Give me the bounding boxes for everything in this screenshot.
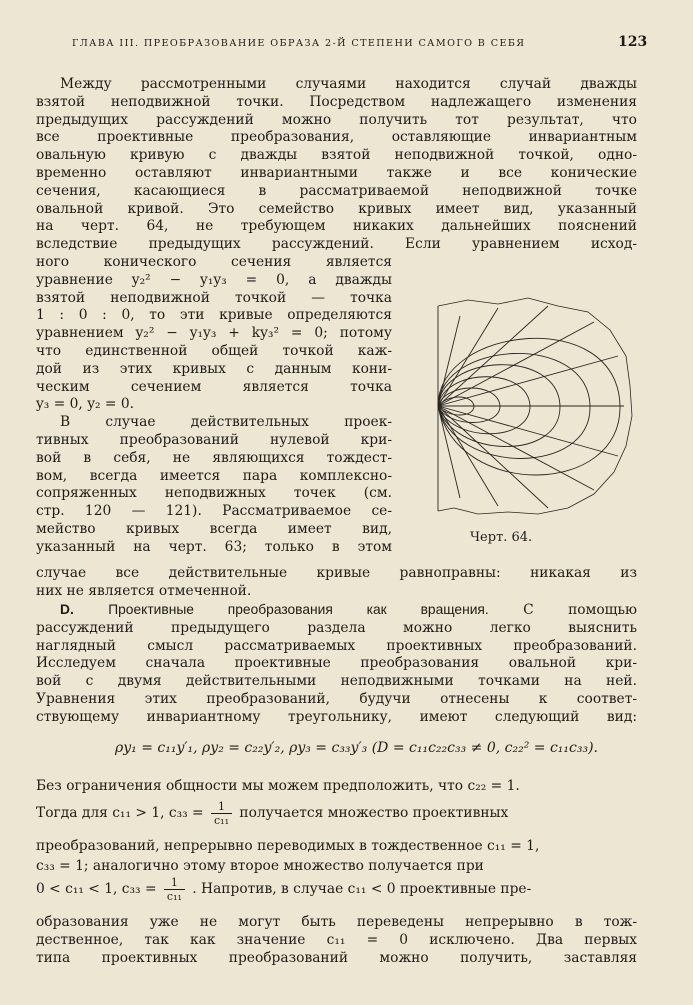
text-line: С помощью — [523, 602, 637, 618]
conic-family-drawing — [398, 286, 634, 526]
paragraph-1 — [36, 76, 637, 254]
text-line: преобразований, непрерывно переводимых в тождественное c₁₁ = 1, — [36, 838, 540, 854]
text-line: овальной кривой. Это семейство кривых имеет вид, указанный — [36, 200, 637, 217]
text-line: c₃₃ = 1; аналогично этому второе множество получается при — [36, 858, 484, 874]
text-line: образования уже не могут быть переведены непрерывно в тож- — [36, 914, 637, 930]
text-line: мейство кривых всегда имеет вид, — [36, 520, 392, 537]
text-line: рассуждений предыдущего раздела можно легко выяснить — [36, 619, 637, 636]
pencil-line — [438, 406, 498, 506]
text-line: дественное, так как значение c₁₁ = 0 исключено. Два первых — [36, 931, 637, 948]
text-line: наглядный смысл рассматриваемых проективных преобразований. — [36, 637, 637, 654]
fraction-denominator: c₁₁ — [214, 814, 229, 827]
fraction — [211, 800, 232, 827]
figure-caption: Черт. 64. — [470, 530, 533, 545]
text-line: вой с двумя действительными неподвижными точками на ней. — [36, 673, 637, 690]
text-line: типа проективных преобразований можно получить, заставляя — [36, 949, 637, 966]
running-head: ГЛАВА III. ПРЕОБРАЗОВАНИЕ ОБРАЗА 2-Й СТЕПЕНИ САМОГО В СЕБЯ — [72, 38, 526, 49]
text-line: ствующему инвариантному треугольнику, имеют следующий вид: — [36, 708, 637, 725]
fraction-numerator: 1 — [164, 876, 185, 890]
text-line: взятой неподвижной точкой — точка — [36, 289, 392, 306]
text-line: них не является отмеченной. — [36, 582, 252, 599]
text-line: дой из этих кривых с данным кони- — [36, 360, 392, 377]
oval-curve — [438, 388, 500, 423]
text-line: сопряженных неподвижных точек (см. — [36, 485, 392, 502]
text-line: вом, всегда имеется пара комплексно- — [36, 467, 392, 484]
text-line: все проективные преобразования, оставляющие инвариантным — [36, 129, 637, 146]
section-letter: D. — [60, 602, 74, 617]
text-line: взятой неподвижной точки. Посредством надлежащего изменения — [36, 93, 637, 110]
text-line: овальную кривую с дважды взятой неподвижной точкой, одно- — [36, 147, 637, 164]
text-line: Исследуем сначала проективные преобразования овальной кри- — [36, 655, 637, 672]
section-d — [36, 601, 637, 727]
text-line: указанный на черт. 63; только в этом — [36, 538, 392, 555]
oval-curve — [438, 377, 530, 434]
text-line: на черт. 64, не требующем никаких дальнейших пояснений — [36, 218, 637, 235]
text-line: 1 : 0 : 0, то эти кривые определяются — [36, 307, 392, 324]
figure-64 — [398, 286, 634, 548]
text-line: вследствие предыдущих рассуждений. Если уравнением исход- — [36, 236, 637, 253]
text-line: тивных преобразований нулевой кри- — [36, 431, 392, 448]
paragraph-3-tail — [36, 914, 637, 967]
text-line: Без ограничения общности мы можем предположить, что c₂₂ = 1. — [36, 778, 520, 794]
display-formula: ρy₁ = c₁₁y′₁, ρy₂ = c₂₂y′₂, ρy₃ = c₃₃y′₃ (D = c₁₁c₂₂c₃₃ ≠ 0, c₂₂² = c₁₁c₃₃). — [115, 740, 598, 756]
text-line: уравнение y₂² − y₁y₃ = 0, а дважды — [36, 271, 392, 288]
wrapped-text-column — [36, 254, 392, 557]
text-line: сечения, касающиеся в рассматриваемой неподвижной точке — [36, 182, 637, 199]
text-line: уравнением y₂² − y₁y₃ + ky₃² = 0; потому — [36, 325, 392, 342]
text-line: ческим сечением является точка — [36, 378, 392, 395]
text-line: вой в себя, не являющихся тождест- — [36, 449, 392, 466]
text-line: Уравнения этих преобразований, будучи отнесены к соответ- — [36, 690, 637, 707]
text-line: временно оставляют инвариантными также и все конические — [36, 164, 637, 181]
text-line: случае все действительные кривые равноправны: никакая из — [36, 565, 637, 581]
text-span: . Напротив, в случае c₁₁ < 0 проективные пре- — [192, 881, 532, 897]
paragraph-2-tail — [36, 565, 637, 601]
text-line: ного конического сечения является — [36, 254, 392, 270]
text-span: 0 < c₁₁ < 1, c₃₃ = — [36, 881, 157, 897]
text-line: стр. 120 — 121). Рассматриваемое се- — [36, 503, 392, 520]
page-number: 123 — [618, 34, 648, 50]
text-line: y₃ = 0, y₂ = 0. — [36, 396, 135, 413]
fraction — [164, 876, 185, 903]
text-line: что единственной общей точкой каж- — [36, 342, 392, 359]
text-line: Между рассмотренными случаями находится случай дважды — [60, 76, 637, 92]
fraction-numerator: 1 — [211, 800, 232, 814]
fraction-denominator: c₁₁ — [166, 890, 182, 903]
text-span: Тогда для c₁₁ > 1, c₃₃ = — [36, 805, 204, 821]
text-span: получается множество проективных — [239, 805, 509, 821]
text-line-with-fraction — [36, 800, 637, 827]
text-line: предыдущих рассуждений можно получить тот результат, что — [36, 111, 637, 128]
text-line-with-fraction — [36, 876, 637, 903]
section-title: Проективные преобразования как вращения. — [108, 602, 489, 617]
pencil-line — [438, 316, 460, 406]
text-line: В случае действительных проек- — [60, 414, 392, 431]
